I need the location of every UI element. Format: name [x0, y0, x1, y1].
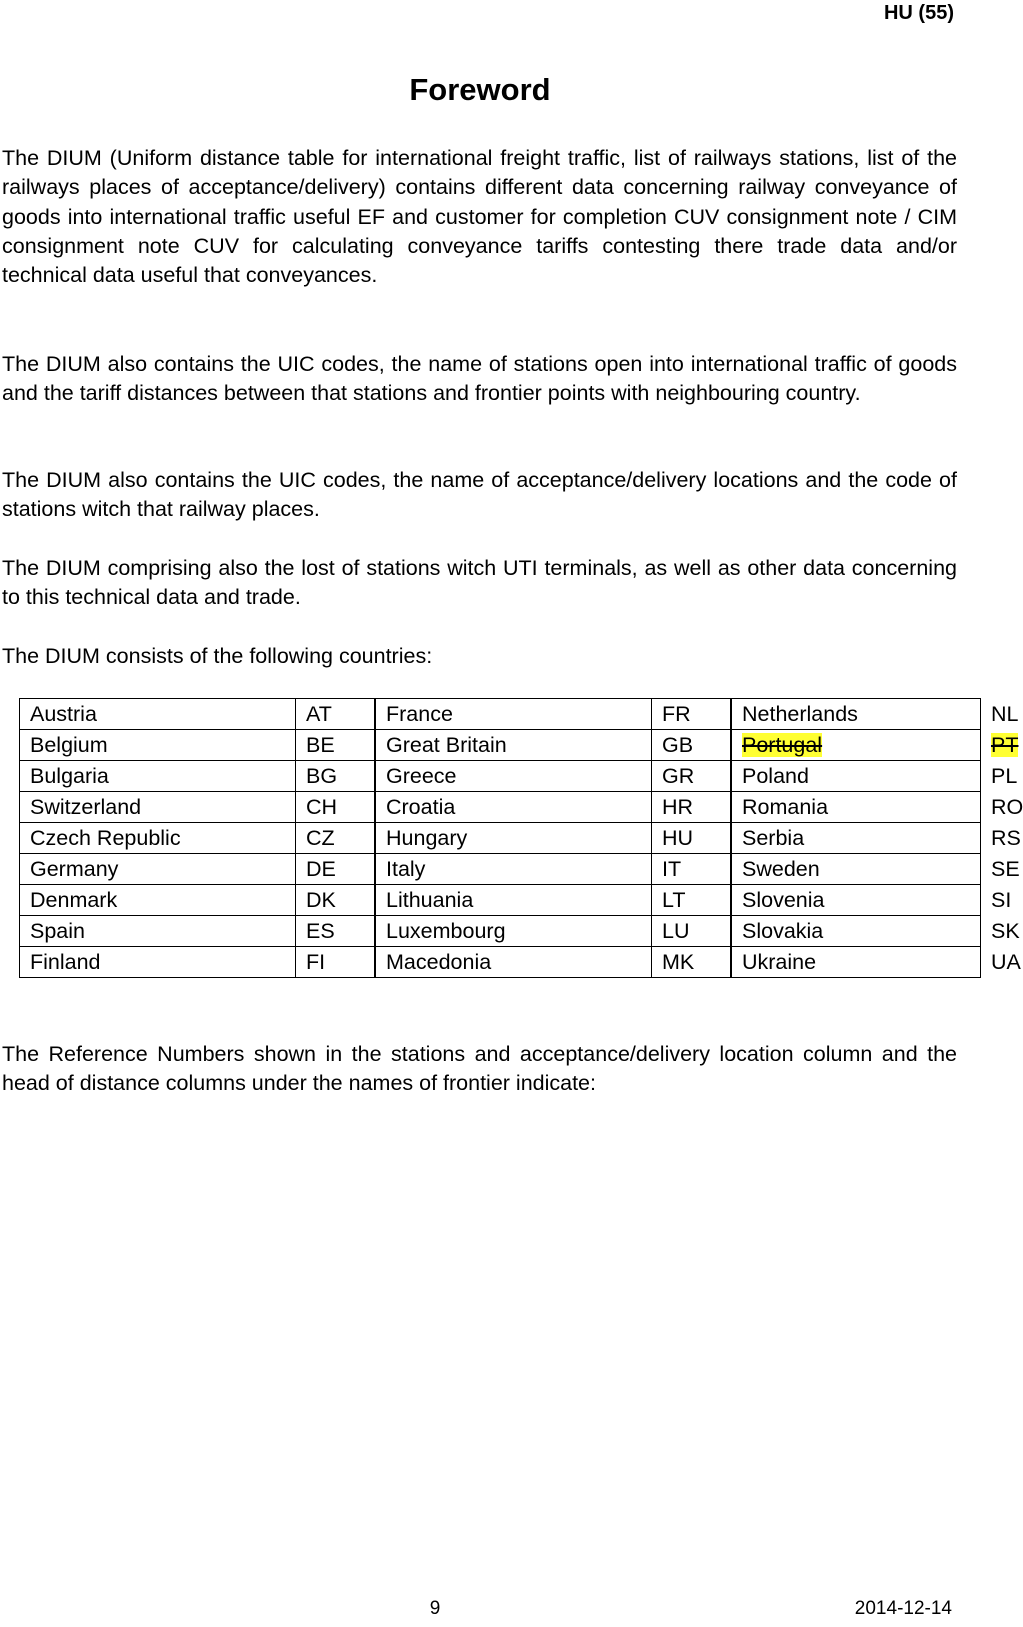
- country-name-cell: [375, 823, 652, 854]
- country-code: AT: [306, 702, 332, 726]
- paragraph-reference-numbers: The Reference Numbers shown in the stations and acceptance/delivery location column and the head of distance columns under the names of frontier indicate:: [2, 1042, 957, 1096]
- country-code-cell: [296, 792, 376, 823]
- country-code: BG: [306, 764, 338, 788]
- country-code: LU: [662, 919, 690, 943]
- country-name: Bulgaria: [30, 764, 109, 788]
- country-name: Luxembourg: [386, 919, 506, 943]
- country-name-cell: [20, 854, 296, 885]
- country-code-cell: [652, 916, 732, 947]
- country-name: Switzerland: [30, 795, 142, 819]
- country-name: Denmark: [30, 888, 118, 912]
- table-row: [20, 885, 981, 916]
- country-code: FR: [662, 702, 691, 726]
- country-name: Romania: [742, 795, 829, 819]
- country-name-cell: [731, 916, 981, 947]
- country-code-cell: [652, 699, 732, 730]
- country-code: RS: [991, 826, 1021, 850]
- table-row: [20, 823, 981, 854]
- country-code: SK: [991, 919, 1020, 943]
- country-code-cell: [652, 854, 732, 885]
- country-name: Italy: [386, 857, 426, 881]
- country-name: Spain: [30, 919, 85, 943]
- country-code: CZ: [306, 826, 335, 850]
- country-name-cell: [375, 699, 652, 730]
- footer-date: 2014-12-14: [854, 1598, 952, 1619]
- table-row: [20, 916, 981, 947]
- country-name: Serbia: [742, 826, 805, 850]
- country-code: PL: [991, 764, 1018, 788]
- table-row: [20, 854, 981, 885]
- country-code-cell: [296, 947, 376, 978]
- paragraph-uic-stations: The DIUM also contains the UIC codes, the name of stations open into international traffic of goods and the tariff distances between that stations and frontier points with neighbouring country.: [2, 352, 957, 406]
- paragraph-countries-intro: The DIUM consists of the following countries:: [2, 644, 433, 668]
- country-name-cell: [731, 792, 981, 823]
- table-row: [20, 699, 981, 730]
- country-name-cell: [375, 916, 652, 947]
- country-name: France: [386, 702, 453, 726]
- country-code-cell: [296, 885, 376, 916]
- country-code-cell: [296, 730, 376, 761]
- country-name: Hungary: [386, 826, 468, 850]
- country-name: Ukraine: [742, 950, 817, 974]
- country-code: DK: [306, 888, 336, 912]
- page-reference: HU (55): [883, 2, 954, 24]
- country-name-cell: [731, 885, 981, 916]
- country-name: Austria: [30, 702, 97, 726]
- country-name: Portugal: [742, 733, 823, 757]
- country-code: LT: [662, 888, 686, 912]
- country-code: SI: [991, 888, 1012, 912]
- country-code: BE: [306, 733, 335, 757]
- country-name-cell: [375, 947, 652, 978]
- footer-page-number: 9: [429, 1598, 441, 1619]
- country-name: Czech Republic: [30, 826, 181, 850]
- country-name: Belgium: [30, 733, 108, 757]
- table-row: [20, 792, 981, 823]
- country-code-cell: [296, 823, 376, 854]
- paragraph-uti-terminals: The DIUM comprising also the lost of stations witch UTI terminals, as well as other data concerning to this technical data and trade.: [2, 556, 957, 610]
- country-name-cell: [20, 699, 296, 730]
- country-code: RO: [991, 795, 1023, 819]
- country-name-cell: [731, 699, 981, 730]
- country-name: Slovenia: [742, 888, 825, 912]
- country-name: Lithuania: [386, 888, 474, 912]
- country-name: Great Britain: [386, 733, 507, 757]
- country-name: Slovakia: [742, 919, 824, 943]
- country-code: FI: [306, 950, 326, 974]
- country-code: PT: [991, 733, 1019, 757]
- country-name-cell: [20, 916, 296, 947]
- country-code: CH: [306, 795, 338, 819]
- country-name-cell: [20, 947, 296, 978]
- table-row: [20, 730, 981, 761]
- country-code-cell: [296, 699, 376, 730]
- table-row: [20, 761, 981, 792]
- country-name-cell: [20, 885, 296, 916]
- country-code-cell: [652, 792, 732, 823]
- country-name-cell: [20, 730, 296, 761]
- country-code: ES: [306, 919, 335, 943]
- country-code: GR: [662, 764, 695, 788]
- country-name-cell: [20, 823, 296, 854]
- country-name-cell: [731, 730, 981, 761]
- paragraph-uic-locations: The DIUM also contains the UIC codes, the name of acceptance/delivery locations and the code of stations witch that railway places.: [2, 468, 957, 522]
- country-code: SE: [991, 857, 1020, 881]
- country-name: Germany: [30, 857, 119, 881]
- country-name-cell: [731, 854, 981, 885]
- country-code-cell: [296, 761, 376, 792]
- country-code: DE: [306, 857, 336, 881]
- country-name: Sweden: [742, 857, 820, 881]
- table-row: [20, 947, 981, 978]
- country-code: GB: [662, 733, 694, 757]
- page-title: Foreword: [409, 72, 551, 107]
- country-code: HR: [662, 795, 694, 819]
- paragraph-intro: The DIUM (Uniform distance table for international freight traffic, list of railways stations, list of the railways places of acceptance/delivery) contains different data concerning railway conveyance of goods into international traffic useful EF and customer for completion CUV consignment note / CIM consignment note CUV for calculating conveyance tariffs contesting there trade data and/or technical data useful that conveyances.: [2, 146, 957, 288]
- country-code: UA: [991, 950, 1021, 974]
- country-code-cell: [652, 823, 732, 854]
- country-name-cell: [375, 792, 652, 823]
- country-name-cell: [375, 761, 652, 792]
- country-code-cell: [652, 761, 732, 792]
- countries-table: [19, 698, 1023, 978]
- country-name-cell: [20, 792, 296, 823]
- country-name-cell: [731, 761, 981, 792]
- country-code: IT: [662, 857, 682, 881]
- country-code-cell: [652, 885, 732, 916]
- country-code: HU: [662, 826, 694, 850]
- country-code-cell: [652, 730, 732, 761]
- country-name-cell: [375, 730, 652, 761]
- country-code: MK: [662, 950, 695, 974]
- country-code: NL: [991, 702, 1019, 726]
- country-name-cell: [375, 854, 652, 885]
- country-name-cell: [731, 823, 981, 854]
- country-name-cell: [375, 885, 652, 916]
- country-name: Finland: [30, 950, 101, 974]
- country-code-cell: [296, 916, 376, 947]
- country-name: Croatia: [386, 795, 456, 819]
- country-name-cell: [731, 947, 981, 978]
- country-name-cell: [20, 761, 296, 792]
- country-name: Poland: [742, 764, 809, 788]
- country-code-cell: [652, 947, 732, 978]
- country-name: Netherlands: [742, 702, 858, 726]
- country-code-cell: [296, 854, 376, 885]
- country-name: Macedonia: [386, 950, 492, 974]
- country-name: Greece: [386, 764, 457, 788]
